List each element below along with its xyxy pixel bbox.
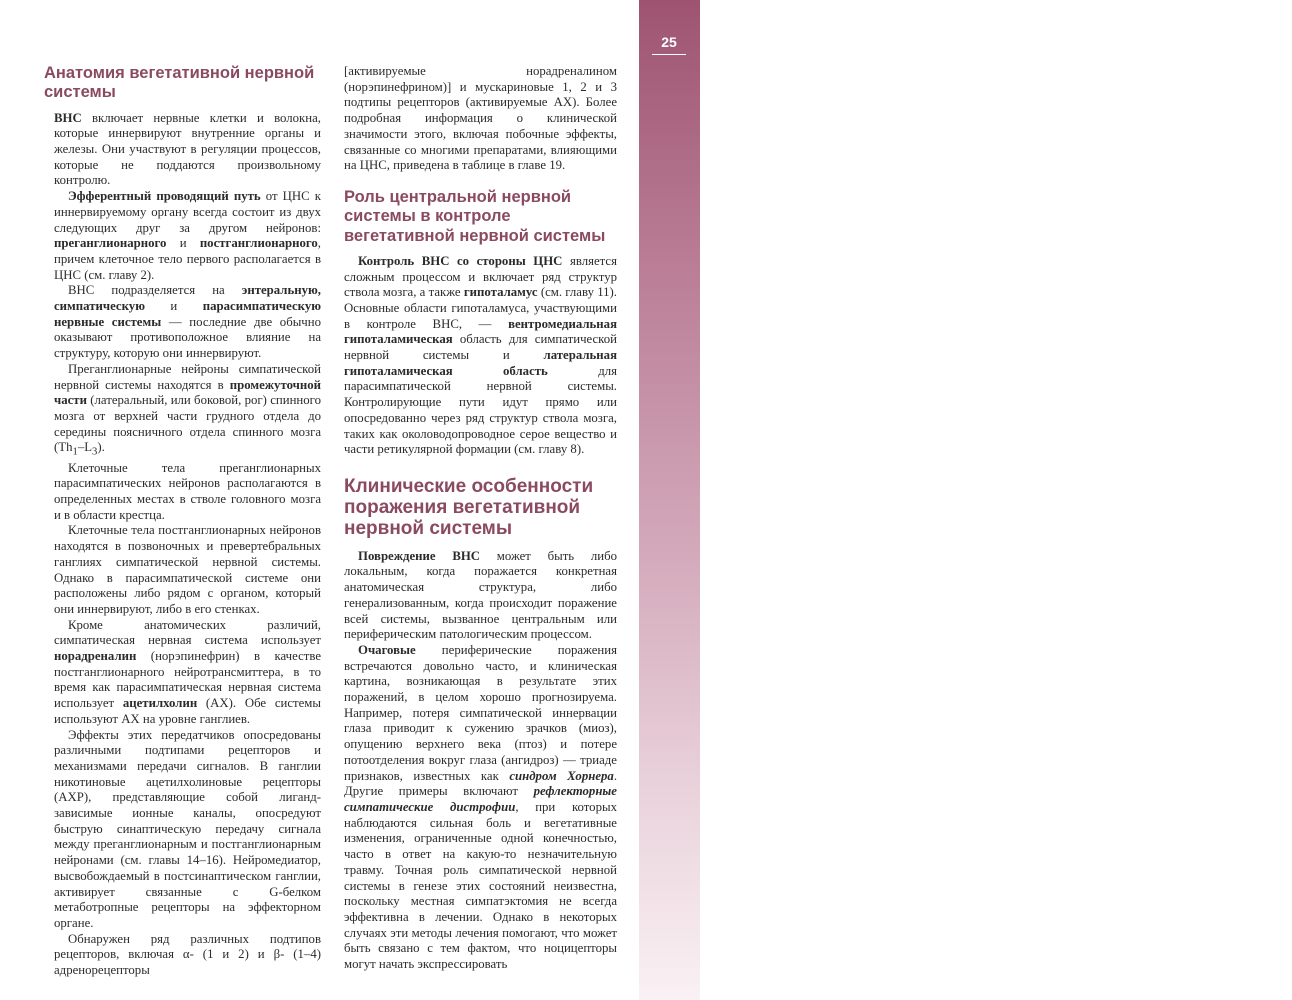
paragraph: Эфферентный проводящий путь от ЦНС к иннервируемому органу всегда состоит из двух следующих друг за другом нейронов: преганглионарного и постганглионарного, причем клеточное тело первого располагается в ЦНС (см. главу 2). — [54, 189, 322, 282]
paragraph: Очаговые периферические поражения встречаются довольно часто, и клиническая картина, возникающая в результате этих поражений, в целом хорошо прогнозируема. Например, потеря симпатической иннервации глаза приводит к сужению зрачков (миоз), опущению верхнего века (птоз) и потере потоотделения вокруг глаза (ангидроз) — триаде признаков, известных как синдром Хорнера. Другие примеры включают рефлекторные симпатические дистрофии, при которых наблюдаются сильная боль и вегетативные изменения, ограниченные одной конечностью, часто в ответ на какую-то незначительную травму. Точная роль симпатической нервной системы в генезе этих состояний неизвестна, поскольку местная симпатэктомия не всегда эффективна в лечении. Однако в некоторых случаях эти методы лечения помогают, что может быть связано с тем фактом, что ноцицепторы могут начать экспрессировать — [344, 642, 618, 972]
page-number-rule — [652, 54, 686, 55]
section-heading-clinical: Клинические особенности поражения вегетативной нервной системы — [344, 475, 594, 540]
paragraph: ВНС включает нервные клетки и волокна, которые иннервируют внутренние органы и железы. Они участвуют в регуляции процессов, которые не поддаются произвольному контролю. — [54, 110, 321, 188]
chapter-title: Глава 3. Вегетативная нервная система — [1278, 63, 1292, 296]
paragraph: Клеточные тела постганглионарных нейронов находятся в позвоночных и превертебральных ганглиях симпатической нервной системы. Однако в парасимпатической системе они расположены либо рядом с органом, который они иннервируют, либо в его стенках. — [54, 523, 321, 616]
spacer — [344, 458, 617, 474]
paragraph: Кроме анатомических различий, симпатическая нервная система использует норадреналин (норэпинефрин) в качестве постганглионарного нейротрансмиттера, в то время как парасимпатическая нервная система использует ацетилхолин (АХ). Обе системы используют АХ на уровне ганглиев. — [54, 617, 321, 726]
paragraph: Эффекты этих передатчиков опосредованы различными подтипами рецепторов и механизмами передачи сигналов. В ганглии никотиновые ацетилхолиновые рецепторы (АХР), представляющие собой лиганд-зависимые ионные каналы, опосредуют быструю синаптическую передачу сигнала между преганглионарным и постганглионарным нейронами (см. главы 14–16). Нейромедиатор, высвобождаемый в постсинаптическом ганглии, активирует связанные с G-белком метаботропные рецепторы на эффекторном органе. — [54, 727, 321, 930]
right-column — [344, 64, 617, 973]
section-heading-anatomy: Анатомия вегетативной нервной системы — [44, 64, 315, 102]
left-column — [44, 64, 322, 979]
paragraph: ВНС подразделяется на энтеральную, симпатическую и парасимпатическую нервные системы — последние две обычно оказывают противоположное влияние на структуру, которую они иннервируют. — [54, 283, 321, 361]
paragraph: [активируемые норадреналином (норэпинефрином)] и мускариновые 1, 2 и 3 подтипы рецепторов (активируемые АХ). Более подробная информация о клинической значимости этого, включая побочные эффекты, связанные со многими препаратами, влияющими на ЦНС, приведена в таблице в главе 19. — [344, 64, 617, 173]
paragraph: Контроль ВНС со стороны ЦНС является сложным процессом и включает ряд структур ствола мозга, а также гипоталамус (см. главу 11). Основные области гипоталамуса, участвующими в контроле ВНС, — вентромедиальная гипоталамическая область для симпатической нервной системы и латеральная гипоталамическая область для парасимпатической нервной системы. Контролирующие пути идут прямо или опосредованно через ряд структур ствола мозга, таких как околоводопроводное серое вещество и части ретикулярной формации (см. главу 8). — [344, 253, 617, 457]
page-number: 25 — [661, 34, 677, 50]
paragraph: Повреждение ВНС может быть либо локальным, когда поражается конкретная анатомическая структура, либо генерализованным, когда происходит поражение всей системы, вызванное центральным или периферическим патологическим процессом. — [344, 548, 617, 642]
paragraph: Клеточные тела преганглионарных парасимпатических нейронов располагаются в определенных местах в стволе головного мозга и в области крестца. — [54, 460, 321, 522]
spacer — [344, 174, 617, 188]
chapter-sidebar — [639, 0, 1292, 1000]
paragraph: Обнаружен ряд различных подтипов рецепторов, включая α- (1 и 2) и β- (1–4) адренорецепторы — [54, 931, 321, 978]
paragraph: Преганглионарные нейроны симпатической нервной системы находятся в промежуточной части (латеральный, или боковой, рог) спинного мозга от верхней части грудного отдела до середины поясничного отдела спинного мозга $(Th_1-L_3)$. — [54, 361, 321, 458]
section-heading-cns-control: Роль центральной нервной системы в контроле вегетативной нервной системы — [344, 187, 606, 245]
